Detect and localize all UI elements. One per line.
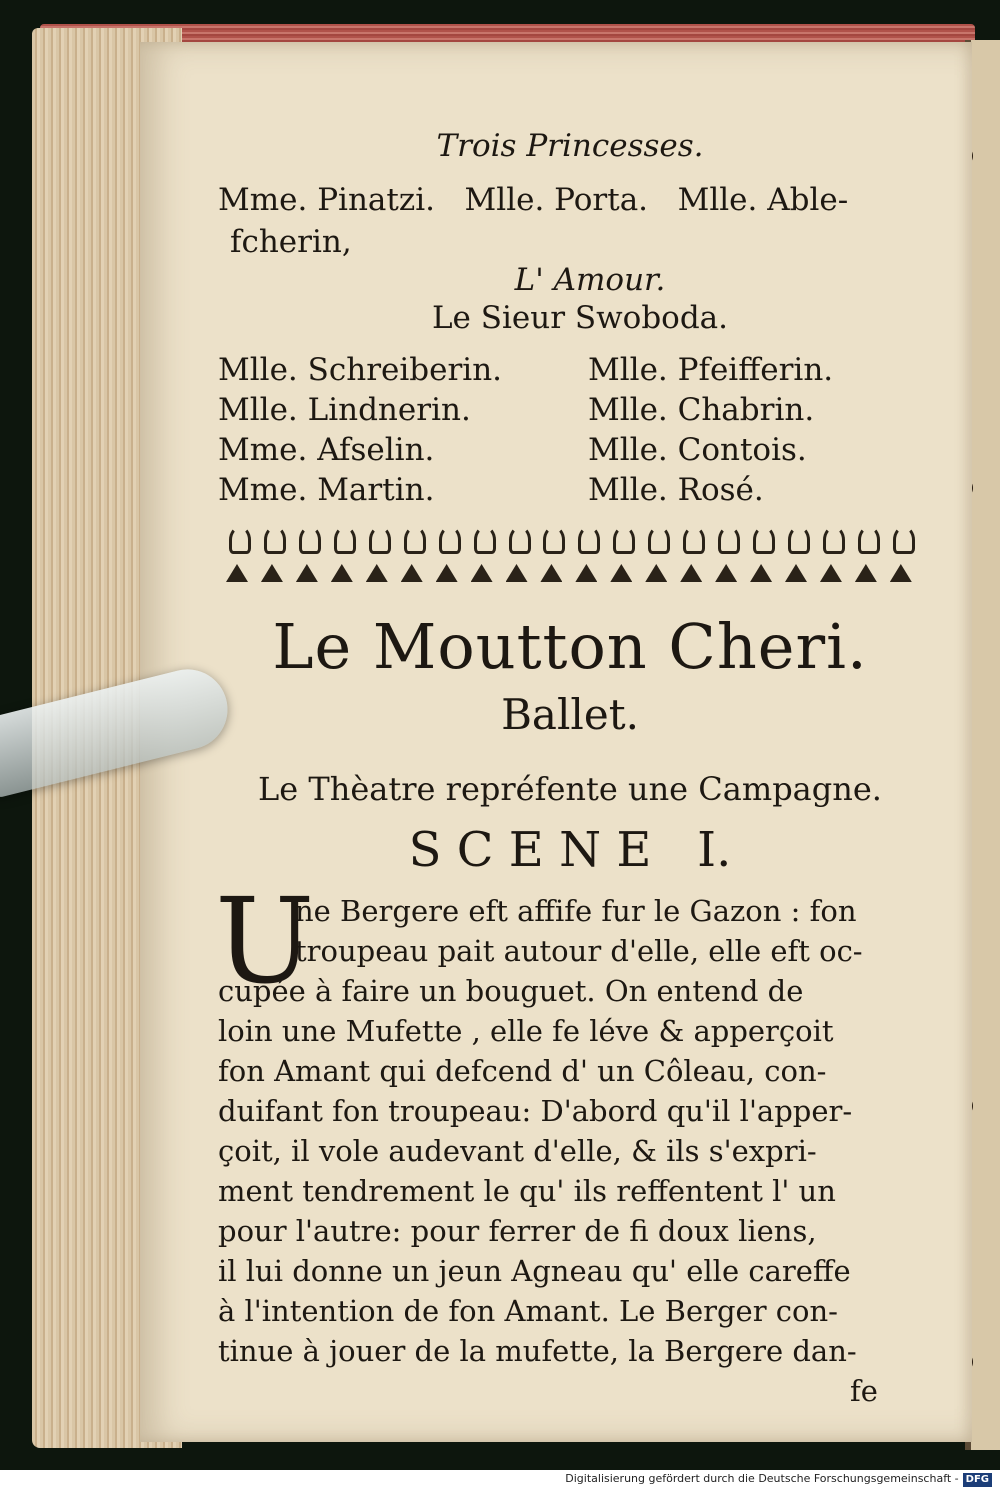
body-line: tinue à jouer de la mufette, la Bergere dan- <box>218 1334 857 1368</box>
body-line: troupeau pait autour d'elle, elle eft oc- <box>295 934 863 968</box>
amour-heading: L' Amour. <box>514 262 666 298</box>
ballet-title: Le Moutton Cheri. <box>272 610 868 683</box>
catchword: fe <box>850 1374 878 1408</box>
cast-right-3: Mlle. Contois. <box>588 432 807 468</box>
cast-left-4: Mme. Martin. <box>218 472 435 508</box>
scene-setting: Le Thèatre repréfente une Campagne. <box>258 770 882 808</box>
body-line: fon Amant qui defcend d' un Côleau, con- <box>218 1054 827 1088</box>
body-line: duifant fon troupeau: D'abord qu'il l'apper- <box>218 1094 853 1128</box>
cast-right-1: Mlle. Pfeifferin. <box>588 352 834 388</box>
body-line: çoit, il vole audevant d'elle, & ils s'expri- <box>218 1134 817 1168</box>
heading-princesses: Trois Princesses. <box>436 128 704 164</box>
cast-right-2: Mlle. Chabrin. <box>588 392 815 428</box>
cast-left-1: Mlle. Schreiberin. <box>218 352 503 388</box>
ballet-subtitle: Ballet. <box>501 690 639 739</box>
drop-capital: U <box>215 872 315 1010</box>
body-line: à l'intention de fon Amant. Le Berger con- <box>218 1294 838 1328</box>
body-line: loin une Mufette , elle fe léve & apperçoit <box>218 1014 834 1048</box>
cast-right-4: Mlle. Rosé. <box>588 472 764 508</box>
amour-actor: Le Sieur Swoboda. <box>431 300 729 336</box>
body-line: cupée à faire un bouguet. On entend de <box>218 974 804 1008</box>
cast-left-3: Mme. Afselin. <box>218 432 435 468</box>
footer-credit: Digitalisierung gefördert durch die Deutsche Forschungsgemeinschaft - <box>565 1472 959 1485</box>
dfg-logo: DFG <box>963 1473 992 1487</box>
cast-left-2: Mlle. Lindnerin. <box>218 392 471 428</box>
princesses-line-2: fcherin, <box>230 224 352 260</box>
scene-heading: S C E N E I. <box>408 822 732 878</box>
digitization-footer <box>0 1470 1000 1488</box>
body-line: pour l'autre: pour ferrer de fi doux liens, <box>218 1214 817 1248</box>
body-line: ne Bergere eft affife fur le Gazon : fon <box>295 894 857 928</box>
body-line: il lui donne un jeun Agneau qu' elle careffe <box>218 1254 851 1288</box>
body-line: ment tendrement le qu' ils reffentent l' un <box>218 1174 836 1208</box>
printers-ornament-band <box>222 522 916 592</box>
princesses-line-1: Mme. Pinatzi. Mlle. Porta. Mlle. Able- <box>218 182 849 218</box>
